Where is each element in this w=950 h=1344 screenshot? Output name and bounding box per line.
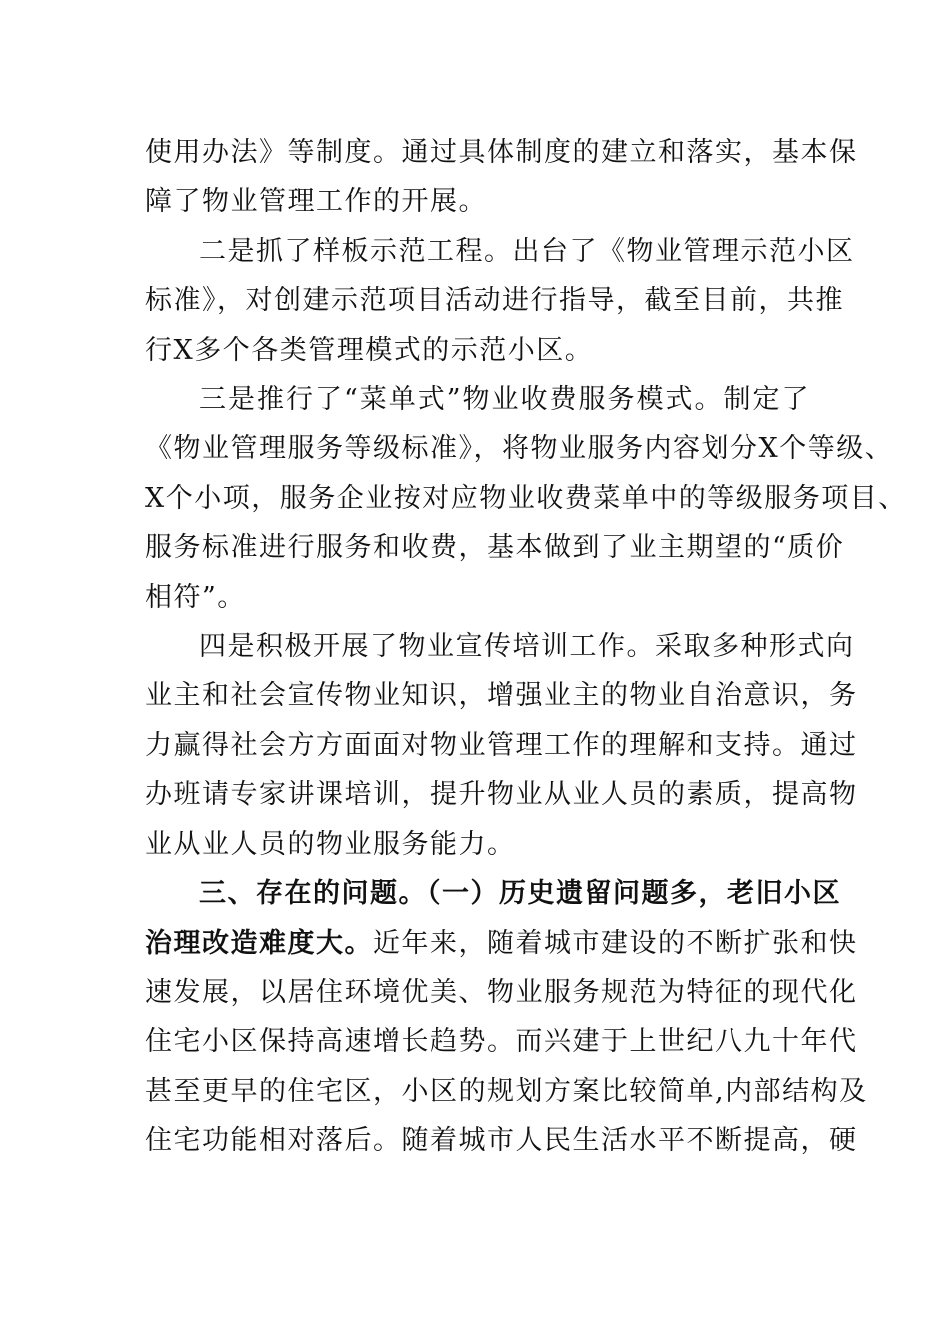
text-line: 办班请专家讲课培训，提升物业从业人员的素质，提高物 (145, 779, 858, 811)
text-line: 业从业人员的物业服务能力。 (145, 828, 516, 860)
text-line: 障了物业管理工作的开展。 (145, 186, 487, 218)
section-existing-problems (145, 869, 868, 1165)
text-line: 行X多个各类管理模式的示范小区。 (145, 334, 594, 366)
text-line: 力赢得社会方方面面对物业管理工作的理解和支持。通过 (145, 729, 858, 761)
text-line: 相符”。 (145, 581, 246, 613)
text-line: 二是抓了样板示范工程。出台了《物业管理示范小区 (199, 235, 855, 267)
paragraph-menu-fee-model (145, 375, 907, 622)
text-line: 甚至更早的住宅区，小区的规划方案比较简单,内部结构及 (145, 1075, 868, 1107)
paragraph-policy-continuation (145, 128, 858, 227)
text-line: 使用办法》等制度。通过具体制度的建立和落实，基本保 (145, 137, 858, 168)
text-line (145, 919, 858, 968)
paragraph-training (145, 622, 858, 869)
text-line: X个小项，服务企业按对应物业收费菜单中的等级服务项目、 (145, 482, 907, 514)
paragraph-demonstration-project (145, 227, 855, 375)
section-heading: 三、存在的问题。（一）历史遗留问题多，老旧小区 (199, 878, 841, 910)
text-line: 速发展，以居住环境优美、物业服务规范为特征的现代化 (145, 976, 858, 1008)
text-run: 近年来，随着城市建设的不断扩张和快 (373, 927, 858, 959)
text-line: 业主和社会宣传物业知识，增强业主的物业自治意识，务 (145, 680, 858, 712)
text-line: 四是积极开展了物业宣传培训工作。采取多种形式向 (199, 631, 855, 663)
text-line: 住宅功能相对落后。随着城市人民生活水平不断提高，硬 (145, 1125, 858, 1157)
text-line: 标准》，对创建示范项目活动进行指导，截至目前，共推 (145, 285, 844, 317)
text-line: 住宅小区保持高速增长趋势。而兴建于上世纪八九十年代 (145, 1026, 858, 1058)
text-line: 《物业管理服务等级标准》，将物业服务内容划分X个等级、 (145, 433, 894, 465)
text-line: 三是推行了“菜单式”物业收费服务模式。制定了 (199, 384, 810, 416)
text-line: 服务标准进行服务和收费，基本做到了业主期望的“质价 (145, 532, 845, 564)
subsection-heading: 治理改造难度大。 (145, 927, 373, 959)
document-page (145, 128, 907, 1166)
